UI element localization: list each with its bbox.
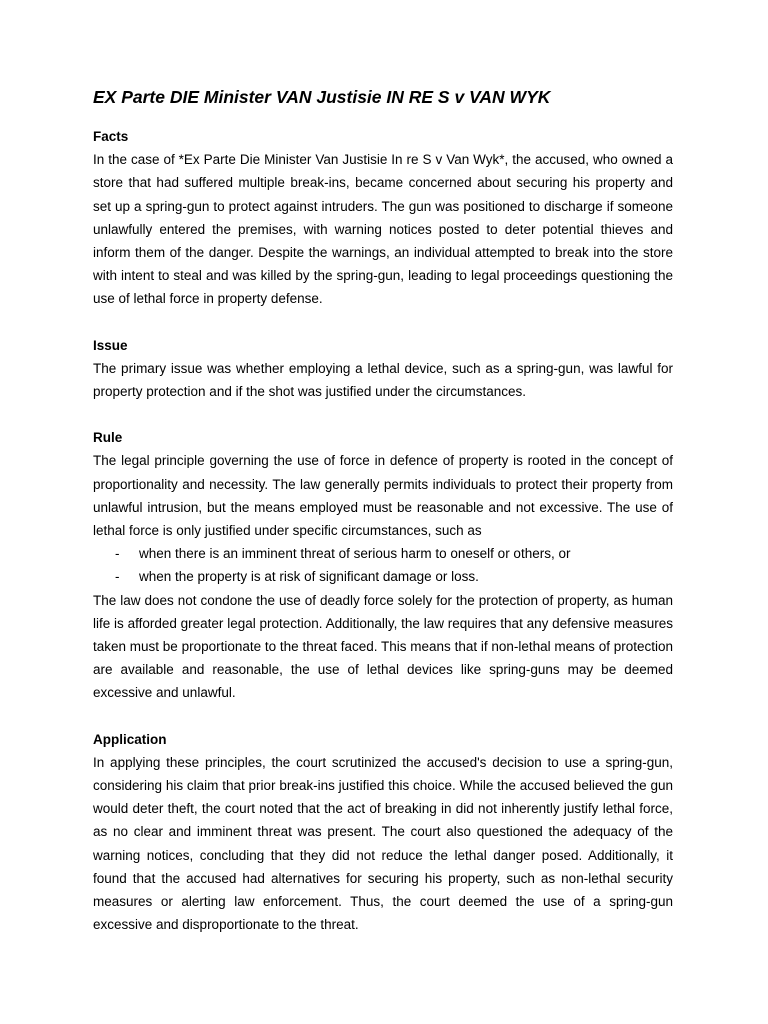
rule-section: [93, 426, 673, 704]
document-page: [93, 84, 673, 960]
facts-section: [93, 125, 673, 311]
rule-heading: Rule: [93, 430, 123, 446]
list-item: [93, 542, 673, 565]
issue-heading: Issue: [93, 337, 128, 353]
issue-paragraph: The primary issue was whether employing a lethal device, such as a spring-gun, was lawful for property protection and if the shot was justified under the circumstances.: [93, 360, 673, 400]
application-section: [93, 728, 673, 937]
list-item-text: when the property is at risk of significant damage or loss.: [139, 569, 479, 585]
issue-section: [93, 334, 673, 404]
facts-paragraph: In the case of *Ex Parte Die Minister Van Justisie In re S v Van Wyk*, the accused, who owned a store that had suffered multiple break-ins, became concerned about securing his property and set up a spring-gun to protect against intruders. The gun was positioned to discharge if someone unlawfully entered the premises, with warning notices posted to deter potential thieves and inform them of the danger. Despite the warnings, an individual attempted to break into the store with intent to steal and was killed by the spring-gun, leading to legal proceedings questioning the use of lethal force in property defense.: [93, 152, 673, 307]
rule-intro-paragraph: The legal principle governing the use of force in defence of property is rooted in the concept of proportionality and necessity. The law generally permits individuals to protect their property from unlawful intrusion, but the means employed must be reasonable and not excessive. The use of lethal force is only justified under specific circumstances, such as: [93, 453, 673, 539]
bullet-dash: -: [115, 546, 120, 562]
list-item: [93, 565, 673, 588]
rule-bullet-list: [93, 542, 673, 588]
bullet-dash: -: [115, 569, 120, 585]
facts-heading: Facts: [93, 129, 129, 144]
list-item-text: when there is an imminent threat of serious harm to oneself or others, or: [139, 546, 571, 562]
rule-conclusion-paragraph: The law does not condone the use of deadly force solely for the protection of property, as human life is afforded greater legal protection. Additionally, the law requires that any defensive measures taken must be proportionate to the threat faced. This means that if non-lethal means of protection are available and reasonable, the use of lethal devices like spring-guns may be deemed excessive and unlawful.: [93, 592, 673, 701]
application-paragraph: In applying these principles, the court scrutinized the accused's decision to use a spring-gun, considering his claim that prior break-ins justified this choice. While the accused believed the gun would deter theft, the court noted that the act of breaking in did not inherently justify lethal force, as no clear and imminent threat was present. The court also questioned the adequacy of the warning notices, concluding that they did not reduce the lethal danger posed. Additionally, it found that the accused had alternatives for securing his property, such as non-lethal security measures or alerting law enforcement. Thus, the court deemed the use of a spring-gun excessive and disproportionate to the threat.: [93, 754, 673, 933]
page-title: EX Parte DIE Minister VAN Justisie IN RE S v VAN WYK: [93, 87, 551, 107]
application-heading: Application: [93, 731, 167, 747]
